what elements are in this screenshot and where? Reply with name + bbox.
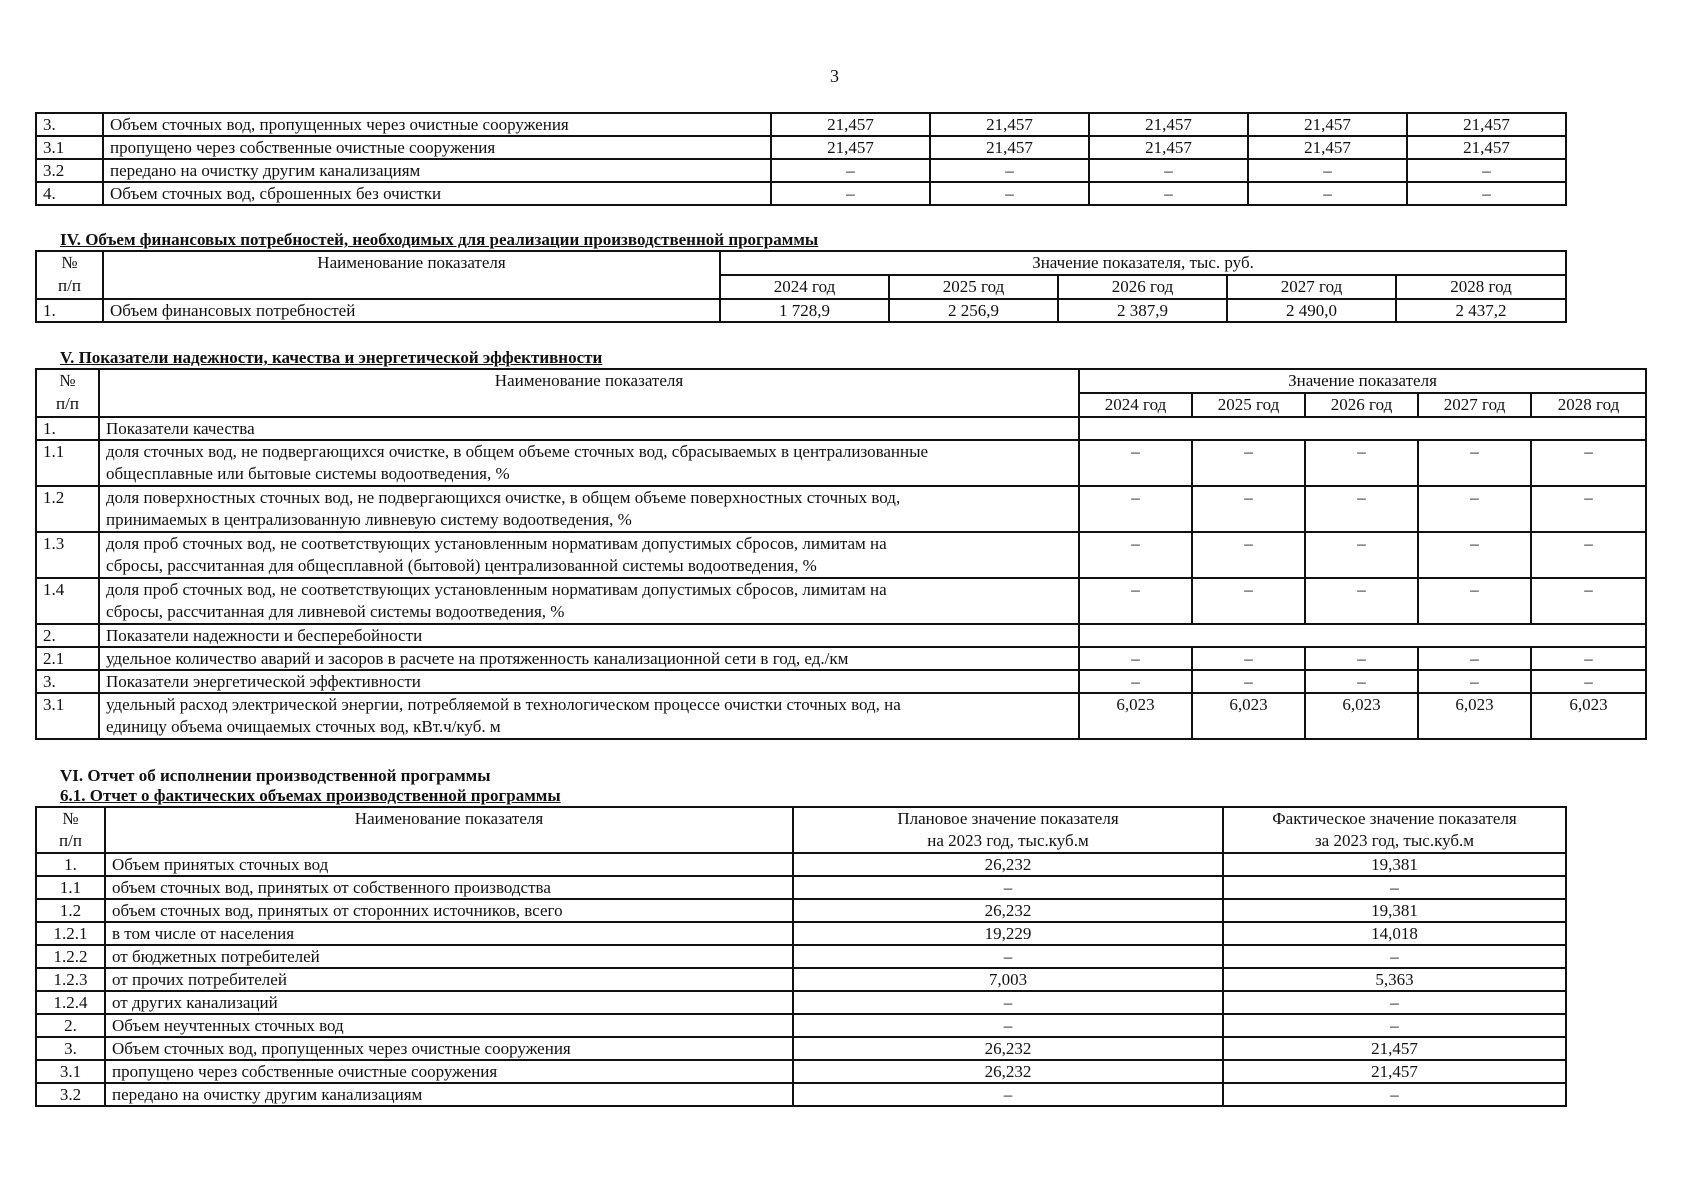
s6-header-plan: Плановое значение показателя: [793, 807, 1223, 830]
row-value: –: [1531, 532, 1646, 578]
row-fact: –: [1223, 991, 1566, 1014]
row-value: –: [1531, 670, 1646, 693]
table-row: [36, 486, 1646, 532]
row-value: –: [1305, 532, 1418, 578]
row-name-line: доля поверхностных сточных вод, не подвергающихся очистке, в общем объеме поверхностных сточных вод,: [106, 488, 901, 507]
row-fact: 14,018: [1223, 922, 1566, 945]
row-value: –: [1531, 440, 1646, 486]
row-name: Объем неучтенных сточных вод: [105, 1014, 793, 1037]
row-name: Объем сточных вод, сброшенных без очистки: [103, 182, 771, 205]
row-value: –: [771, 159, 930, 182]
row-value: 6,023: [1531, 693, 1646, 739]
row-value: –: [1192, 578, 1305, 624]
row-name: от бюджетных потребителей: [105, 945, 793, 968]
table-row: [36, 182, 1566, 205]
row-value: –: [1305, 578, 1418, 624]
row-value: –: [1089, 159, 1248, 182]
row-value: –: [1305, 440, 1418, 486]
table-row: [36, 991, 1566, 1014]
s5-header-name: Наименование показателя: [99, 369, 1079, 393]
row-name-line: доля проб сточных вод, не соответствующих установленным нормативам допустимых сбросов, лимитам на: [106, 534, 887, 553]
table-row: [36, 578, 1646, 624]
row-plan: –: [793, 945, 1223, 968]
row-value: –: [1079, 647, 1192, 670]
table-row: [36, 136, 1566, 159]
row-num: 1.3: [36, 532, 99, 578]
s4-header-num-2: п/п: [36, 275, 103, 299]
row-value: –: [1305, 670, 1418, 693]
s4-header-value: Значение показателя, тыс. руб.: [720, 251, 1566, 275]
row-name-line: сбросы, рассчитанная для ливневой системы водоотведения, %: [106, 602, 565, 621]
s6-header-fact-2: за 2023 год, тыс.куб.м: [1223, 830, 1566, 853]
s5-year: 2025 год: [1192, 393, 1305, 417]
table-row: [36, 968, 1566, 991]
row-plan: 26,232: [793, 1060, 1223, 1083]
row-num: 1.2: [36, 486, 99, 532]
row-name: Объем сточных вод, пропущенных через очистные сооружения: [105, 1037, 793, 1060]
row-value: –: [1305, 486, 1418, 532]
row-plan: –: [793, 991, 1223, 1014]
row-num: 1.2.2: [36, 945, 105, 968]
row-fact: –: [1223, 1014, 1566, 1037]
row-num: 1.: [36, 853, 105, 876]
row-value: –: [1248, 182, 1407, 205]
row-value: 21,457: [930, 136, 1089, 159]
table-row: [36, 922, 1566, 945]
row-fact: –: [1223, 1083, 1566, 1106]
row-num: 3.2: [36, 159, 103, 182]
table-row: [36, 113, 1566, 136]
row-value: 21,457: [771, 136, 930, 159]
row-name: Показатели качества: [99, 417, 1079, 440]
row-plan: –: [793, 1014, 1223, 1037]
row-name: [99, 693, 1079, 739]
row-num: 1.: [36, 417, 99, 440]
row-value: –: [1248, 159, 1407, 182]
section6-title: VI. Отчет об исполнении производственной программы: [60, 766, 491, 785]
s5-year: 2024 год: [1079, 393, 1192, 417]
s5-header-num: №: [36, 369, 99, 393]
table-row: [36, 693, 1646, 739]
row-value: –: [1531, 486, 1646, 532]
row-value: –: [1418, 670, 1531, 693]
row-value: –: [1418, 578, 1531, 624]
row-value: –: [1192, 670, 1305, 693]
row-num: 3.1: [36, 1060, 105, 1083]
row-name: Объем принятых сточных вод: [105, 853, 793, 876]
row-name: передано на очистку другим канализациям: [105, 1083, 793, 1106]
row-num: 3.1: [36, 693, 99, 739]
s6-header-num: №: [36, 807, 105, 830]
row-name: [99, 578, 1079, 624]
table-row: [36, 647, 1646, 670]
table-row: [36, 853, 1566, 876]
table-row: [36, 624, 1646, 647]
row-name: от других канализаций: [105, 991, 793, 1014]
table-row: [36, 1037, 1566, 1060]
s5-header-value: Значение показателя: [1079, 369, 1646, 393]
row-num: 1.2.3: [36, 968, 105, 991]
row-value: –: [1192, 647, 1305, 670]
table-row: [36, 899, 1566, 922]
section4-table: [35, 250, 1567, 323]
row-value: 6,023: [1192, 693, 1305, 739]
row-num: 1.4: [36, 578, 99, 624]
row-name: Показатели надежности и бесперебойности: [99, 624, 1079, 647]
row-name-line: удельный расход электрической энергии, потребляемой в технологическом процессе очистки сточных вод, на: [106, 695, 901, 714]
row-value: –: [1192, 486, 1305, 532]
row-value: –: [1418, 440, 1531, 486]
row-num: 1.2: [36, 899, 105, 922]
row-fact: 21,457: [1223, 1037, 1566, 1060]
row-value: 21,457: [1089, 136, 1248, 159]
row-name: [99, 486, 1079, 532]
row-fact: 5,363: [1223, 968, 1566, 991]
s5-header-num-2: п/п: [36, 393, 99, 417]
row-value: –: [1305, 647, 1418, 670]
s6-header-name: Наименование показателя: [105, 807, 793, 830]
row-value: –: [1531, 647, 1646, 670]
s5-year: 2026 год: [1305, 393, 1418, 417]
row-value: –: [771, 182, 930, 205]
row-value: –: [930, 159, 1089, 182]
s4-header-num: №: [36, 251, 103, 275]
row-value: 21,457: [1089, 113, 1248, 136]
row-name: объем сточных вод, принятых от собственного производства: [105, 876, 793, 899]
s6-header-fact: Фактическое значение показателя: [1223, 807, 1566, 830]
row-name-line: общесплавные или бытовые системы водоотведения, %: [106, 464, 510, 483]
row-name: [99, 440, 1079, 486]
table-row: [36, 876, 1566, 899]
s5-year: 2028 год: [1531, 393, 1646, 417]
row-fact: 19,381: [1223, 853, 1566, 876]
s4-row-name: Объем финансовых потребностей: [103, 299, 720, 322]
row-num: 3.2: [36, 1083, 105, 1106]
s4-row-value: 2 387,9: [1058, 299, 1227, 322]
row-value: –: [1418, 486, 1531, 532]
row-plan: 26,232: [793, 1037, 1223, 1060]
row-plan: 7,003: [793, 968, 1223, 991]
s4-row-value: 2 256,9: [889, 299, 1058, 322]
section5-table: [35, 368, 1647, 740]
row-name-line: доля сточных вод, не подвергающихся очистке, в общем объеме сточных вод, сбрасываемых в централизованные: [106, 442, 929, 461]
row-plan: 26,232: [793, 853, 1223, 876]
row-name: от прочих потребителей: [105, 968, 793, 991]
row-num: 2.: [36, 1014, 105, 1037]
s5-header-name-empty: [99, 393, 1079, 417]
table-row: [36, 670, 1646, 693]
row-num: 3.: [36, 1037, 105, 1060]
row-num: 3.: [36, 670, 99, 693]
row-fact: –: [1223, 876, 1566, 899]
s6-header-num-2: п/п: [36, 830, 105, 853]
row-value: –: [1079, 532, 1192, 578]
row-num: 2.1: [36, 647, 99, 670]
row-plan: –: [793, 1083, 1223, 1106]
row-name-line: единицу объема очищаемых сточных вод, кВт.ч/куб. м: [106, 717, 501, 736]
section5-title: V. Показатели надежности, качества и энергетической эффективности: [60, 348, 603, 367]
s4-header-name: Наименование показателя: [103, 251, 720, 275]
row-value: 21,457: [1248, 136, 1407, 159]
row-num: 1.1: [36, 440, 99, 486]
row-name: удельное количество аварий и засоров в расчете на протяженность канализационной сети в год, ед./км: [99, 647, 1079, 670]
row-value: 21,457: [930, 113, 1089, 136]
table-row: [36, 1083, 1566, 1106]
section4-title: IV. Объем финансовых потребностей, необходимых для реализации производственной программы: [60, 230, 819, 249]
page-number: 3: [830, 66, 839, 86]
row-value: 21,457: [1407, 113, 1566, 136]
row-num: 1.1: [36, 876, 105, 899]
section6-subtitle: 6.1. Отчет о фактических объемах производственной программы: [60, 786, 561, 805]
row-name: пропущено через собственные очистные сооружения: [103, 136, 771, 159]
row-name: в том числе от населения: [105, 922, 793, 945]
s4-row-value: 1 728,9: [720, 299, 889, 322]
row-value: –: [930, 182, 1089, 205]
s4-header-name-empty: [103, 275, 720, 299]
s6-header-plan-2: на 2023 год, тыс.куб.м: [793, 830, 1223, 853]
table-row: [36, 532, 1646, 578]
row-name: объем сточных вод, принятых от сторонних источников, всего: [105, 899, 793, 922]
s4-year: 2027 год: [1227, 275, 1396, 299]
row-value: 21,457: [771, 113, 930, 136]
row-value: –: [1079, 670, 1192, 693]
row-num: 2.: [36, 624, 99, 647]
row-name: Показатели энергетической эффективности: [99, 670, 1079, 693]
s4-year: 2026 год: [1058, 275, 1227, 299]
row-value: 21,457: [1248, 113, 1407, 136]
row-value: –: [1418, 532, 1531, 578]
top-table: [35, 112, 1567, 206]
row-value: –: [1418, 647, 1531, 670]
s4-row-value: 2 437,2: [1396, 299, 1566, 322]
table-row: [36, 945, 1566, 968]
row-name: [99, 532, 1079, 578]
s4-row-value: 2 490,0: [1227, 299, 1396, 322]
row-value: –: [1407, 159, 1566, 182]
row-value: 6,023: [1305, 693, 1418, 739]
row-value: –: [1079, 440, 1192, 486]
row-value: 6,023: [1079, 693, 1192, 739]
row-name: Объем сточных вод, пропущенных через очистные сооружения: [103, 113, 771, 136]
row-fact: –: [1223, 945, 1566, 968]
s5-year: 2027 год: [1418, 393, 1531, 417]
row-name: пропущено через собственные очистные сооружения: [105, 1060, 793, 1083]
s4-year: 2028 год: [1396, 275, 1566, 299]
row-plan: 19,229: [793, 922, 1223, 945]
row-plan: –: [793, 876, 1223, 899]
row-empty: [1079, 417, 1646, 440]
row-empty: [1079, 624, 1646, 647]
row-value: –: [1531, 578, 1646, 624]
row-value: –: [1079, 486, 1192, 532]
row-num: 1.2.4: [36, 991, 105, 1014]
table-row: [36, 1014, 1566, 1037]
row-fact: 19,381: [1223, 899, 1566, 922]
row-name-line: принимаемых в централизованную ливневую систему водоотведения, %: [106, 510, 632, 529]
row-num: 3.: [36, 113, 103, 136]
row-value: –: [1079, 578, 1192, 624]
table-row: [36, 417, 1646, 440]
s4-year: 2024 год: [720, 275, 889, 299]
row-plan: 26,232: [793, 899, 1223, 922]
table-row: [36, 1060, 1566, 1083]
row-num: 3.1: [36, 136, 103, 159]
row-value: –: [1192, 532, 1305, 578]
row-fact: 21,457: [1223, 1060, 1566, 1083]
row-value: –: [1407, 182, 1566, 205]
section6-table: [35, 806, 1567, 1107]
row-value: –: [1192, 440, 1305, 486]
table-row: [36, 159, 1566, 182]
row-num: 4.: [36, 182, 103, 205]
row-value: 21,457: [1407, 136, 1566, 159]
row-num: 1.2.1: [36, 922, 105, 945]
row-name: передано на очистку другим канализациям: [103, 159, 771, 182]
table-row: [36, 440, 1646, 486]
row-value: –: [1089, 182, 1248, 205]
s4-row-num: 1.: [36, 299, 103, 322]
s4-year: 2025 год: [889, 275, 1058, 299]
row-name-line: доля проб сточных вод, не соответствующих установленным нормативам допустимых сбросов, лимитам на: [106, 580, 887, 599]
s6-header-name-empty: [105, 830, 793, 853]
row-value: 6,023: [1418, 693, 1531, 739]
row-name-line: сбросы, рассчитанная для общесплавной (бытовой) централизованной системы водоотведения, %: [106, 556, 817, 575]
